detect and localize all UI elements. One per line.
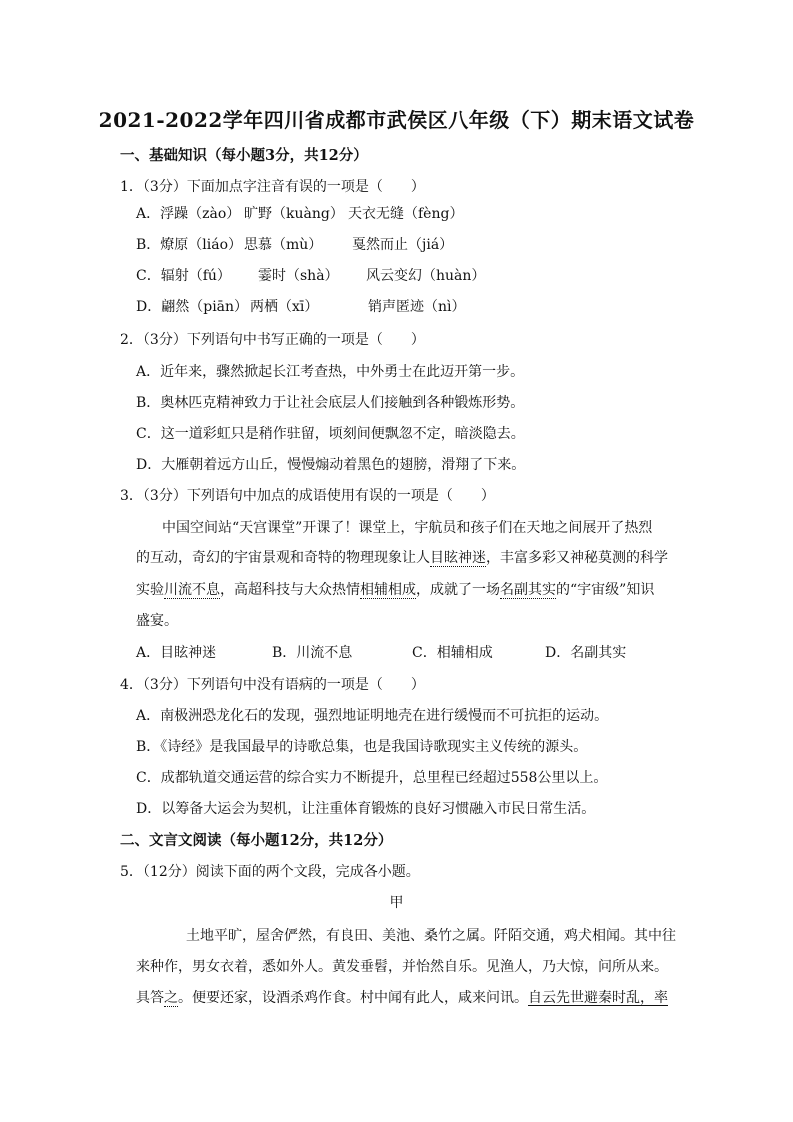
q5-stem: 5．（12分）阅读下面的两个文段，完成各小题。 <box>120 864 420 880</box>
passage-text: 。便要还家，设酒杀鸡作食。村中闻有此人，咸来问讯。 <box>178 990 528 1006</box>
q2-option-d: D．大雁朝着远方山丘，慢慢煽动着黑色的翅膀，滑翔了下来。 <box>136 457 526 473</box>
option-label: D． <box>136 299 162 315</box>
dotted-character: 之 <box>164 990 178 1006</box>
passage-text: 的互动，奇幻的宇宙景观和奇特的物理现象让人 <box>136 550 430 566</box>
q1-a-word3: 天衣无缝（fèng） <box>348 206 464 222</box>
q1-c-word1: 辐射（fú） <box>160 268 231 284</box>
section-heading-classical: 二、文言文阅读（每小题12分，共12分） <box>120 832 393 849</box>
q3-passage-line1: 中国空间站“天宫课堂”开课了！课堂上，宇航员和孩子们在天地之间展开了热烈 <box>162 520 653 536</box>
dotted-idiom: 目眩神迷 <box>430 550 486 566</box>
q1-option-c <box>136 266 231 286</box>
q4-option-c: C．成都轨道交通运营的综合实力不断提升，总里程已经超过558公里以上。 <box>136 770 608 786</box>
passage-text: 的“宇宙级”知识 <box>556 582 655 598</box>
q1-b-word1: 燎原（liáo） <box>160 237 243 253</box>
q1-option-b <box>136 235 242 255</box>
q2-option-b: B．奥林匹克精神致力于让社会底层人们接触到各种锻炼形势。 <box>136 395 525 411</box>
passage-text: 实验 <box>136 582 164 598</box>
q4-stem: 4．（3分）下列语句中没有语病的一项是（ ） <box>120 677 425 693</box>
passage-text: ，丰富多彩又神秘莫测的科学 <box>486 550 668 566</box>
option-label: A． <box>136 206 161 222</box>
q2-option-a: A．近年来，骤然掀起长江考查热，中外勇士在此迈开第一步。 <box>136 364 525 380</box>
q3-passage-line4: 盛宴。 <box>136 613 178 629</box>
q3-option-b: B．川流不息 <box>272 645 353 661</box>
q3-passage-line2 <box>136 548 668 568</box>
q1-stem: 1．（3分）下面加点字注音有误的一项是（ ） <box>120 179 425 195</box>
q4-option-a: A．南极洲恐龙化石的发现，强烈地证明地壳在进行缓慢而不可抗拒的运动。 <box>136 708 609 724</box>
q1-c-word3: 风云变幻（huàn） <box>366 268 486 284</box>
q3-stem: 3．（3分）下列语句中加点的成语使用有误的一项是（ ） <box>120 488 495 504</box>
page-title: 2021-2022学年四川省成都市武侯区八年级（下）期末语文试卷 <box>98 108 695 132</box>
q1-option-d <box>136 297 248 317</box>
passage-label-jia: 甲 <box>389 895 404 911</box>
q1-d-word3: 销声匿迹（nì） <box>368 299 466 315</box>
option-label: B． <box>136 237 161 253</box>
underlined-sentence: 自云先世避秦时乱，率 <box>528 990 668 1006</box>
dotted-idiom: 相辅相成 <box>360 582 416 598</box>
passage-text: ，成就了一场 <box>416 582 500 598</box>
q5-passage-line1: 土地平旷，屋舍俨然，有良田、美池、桑竹之属。阡陌交通，鸡犬相闻。其中往 <box>186 928 676 944</box>
dotted-idiom: 名副其实 <box>500 582 556 598</box>
q2-stem: 2．（3分）下列语句中书写正确的一项是（ ） <box>120 332 425 348</box>
q1-a-word1: 浮躁（zào） <box>160 206 241 222</box>
passage-text: 具答 <box>136 990 164 1006</box>
q1-option-a <box>136 204 240 224</box>
q4-option-b: B．《诗经》是我国最早的诗歌总集，也是我国诗歌现实主义传统的源头。 <box>136 739 588 755</box>
q3-option-a: A．目眩神迷 <box>136 645 217 661</box>
q3-option-d: D．名副其实 <box>545 645 627 661</box>
section-heading-basic: 一、基础知识（每小题3分，共12分） <box>120 147 368 164</box>
q2-option-c: C．这一道彩虹只是稍作驻留，顷刻间便飘忽不定，暗淡隐去。 <box>136 426 525 442</box>
dotted-idiom: 川流不息 <box>164 582 220 598</box>
q1-a-word2: 旷野（kuàng） <box>244 206 344 222</box>
option-label: C． <box>136 268 161 284</box>
q5-passage-line3 <box>136 988 668 1008</box>
q1-c-word2: 霎时（shà） <box>258 268 339 284</box>
passage-text: ，高超科技与大众热情 <box>220 582 360 598</box>
q1-b-word2: 思慕（mù） <box>244 237 323 253</box>
q3-passage-line3 <box>136 580 654 600</box>
q4-option-d: D．以筹备大运会为契机，让注重体育锻炼的良好习惯融入市民日常生活。 <box>136 801 596 817</box>
q3-option-c: C．相辅相成 <box>412 645 493 661</box>
q1-d-word2: 两栖（xī） <box>250 299 319 315</box>
q1-b-word3: 戛然而止（jiá） <box>352 237 454 253</box>
q5-passage-line2: 来种作，男女衣着，悉如外人。黄发垂髫，并怡然自乐。见渔人，乃大惊，问所从来。 <box>136 959 668 975</box>
q1-d-word1: 翩然（piān） <box>161 299 249 315</box>
